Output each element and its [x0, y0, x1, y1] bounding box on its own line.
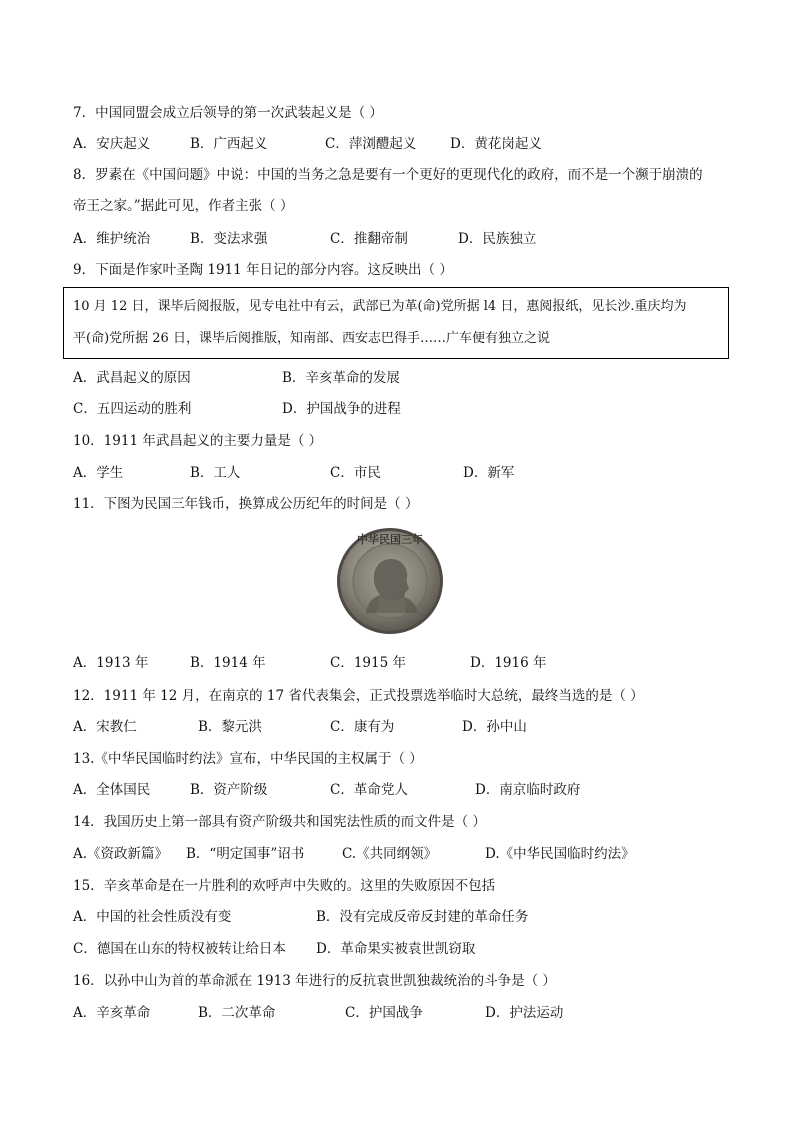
q9-option-a: A．武昌起义的原因	[73, 370, 191, 386]
q15-option-a: A．中国的社会性质没有变	[73, 909, 232, 925]
q14-stem: 14．我国历史上第一部具有资产阶级共和国宪法性质的而文件是（ ）	[73, 814, 486, 830]
q10-option-b: B．工人	[190, 465, 241, 481]
q7-option-b: B．广西起义	[190, 136, 268, 152]
q11-stem: 11．下图为民国三年钱币，换算成公历纪年的时间是（ ）	[73, 496, 419, 512]
q14-option-a: A.《资政新篇》	[73, 846, 169, 862]
q15-stem: 15．辛亥革命是在一片胜利的欢呼声中失败的。这里的失败原因不包括	[73, 878, 496, 894]
q7-option-c: C．萍浏醴起义	[325, 136, 417, 152]
q15-option-c: C．德国在山东的特权被转让给日本	[73, 941, 286, 957]
q14-option-c: C.《共同纲领》	[342, 846, 438, 862]
q8-stem-line1: 8．罗素在《中国问题》中说：中国的当务之急是要有一个更好的更现代化的政府，而不是一个濒于崩溃的	[73, 167, 703, 183]
q8-option-a: A．维护统治	[73, 231, 151, 247]
q9-option-b: B．辛亥革命的发展	[282, 370, 400, 386]
coin-inscription: 中华民国三年	[357, 533, 423, 546]
q13-option-b: B．资产阶级	[190, 782, 268, 798]
q12-option-d: D．孙中山	[462, 719, 527, 735]
q7-stem: 7．中国同盟会成立后领导的第一次武装起义是（ ）	[73, 105, 383, 121]
q16-option-d: D．护法运动	[485, 1005, 564, 1021]
q10-option-d: D．新军	[463, 465, 515, 481]
q9-diary-line2: 平(命)党所据 26 日，课毕后阅推版，知南部、西安志巴得手……广车便有独立之说	[73, 331, 550, 346]
q12-stem: 12．1911 年 12 月，在南京的 17 省代表集会，正式投票选举临时大总统，最终当选的是（ ）	[73, 688, 644, 704]
q13-option-a: A．全体国民	[73, 782, 151, 798]
q16-stem: 16．以孙中山为首的革命派在 1913 年进行的反抗袁世凯独裁统治的斗争是（ ）	[73, 973, 556, 989]
q9-stem: 9．下面是作家叶圣陶 1911 年日记的部分内容。这反映出（ ）	[73, 262, 453, 278]
q15-option-d: D．革命果实被袁世凯窃取	[316, 941, 476, 957]
q11-option-d: D．1916 年	[470, 655, 547, 671]
q8-option-b: B．变法求强	[190, 231, 268, 247]
q12-option-c: C．康有为	[330, 719, 395, 735]
q9-option-c: C．五四运动的胜利	[73, 401, 192, 417]
q13-stem: 13.《中华民国临时约法》宣布，中华民国的主权属于（ ）	[73, 751, 423, 767]
q8-stem-line2: 帝王之家。”据此可见，作者主张（ ）	[73, 198, 294, 214]
q7-option-d: D．黄花岗起义	[450, 136, 542, 152]
q14-option-b: B．“明定国事”诏书	[186, 846, 305, 862]
q8-option-d: D．民族独立	[458, 231, 537, 247]
q16-option-a: A．辛亥革命	[73, 1005, 151, 1021]
q11-option-b: B．1914 年	[190, 655, 266, 671]
q10-option-c: C．市民	[330, 465, 381, 481]
q9-diary-excerpt-box	[63, 287, 729, 359]
q10-option-a: A．学生	[73, 465, 124, 481]
q10-stem: 10．1911 年武昌起义的主要力量是（ ）	[73, 433, 323, 449]
q16-option-c: C．护国战争	[345, 1005, 423, 1021]
q13-option-c: C．革命党人	[330, 782, 408, 798]
q11-option-a: A．1913 年	[73, 655, 149, 671]
coin-image	[336, 527, 444, 635]
q11-option-c: C．1915 年	[330, 655, 406, 671]
q12-option-b: B．黎元洪	[198, 719, 262, 735]
q8-option-c: C．推翻帝制	[330, 231, 408, 247]
q9-option-d: D．护国战争的进程	[282, 401, 401, 417]
q12-option-a: A．宋教仁	[73, 719, 137, 735]
q9-diary-line1: 10 月 12 日，课毕后阅报版，见专电社中有云，武部已为革(命)党所据 l4 日，惠阅报纸，见长沙.重庆均为	[73, 299, 687, 314]
q7-option-a: A．安庆起义	[73, 136, 151, 152]
q14-option-d: D.《中华民国临时约法》	[485, 846, 635, 862]
q13-option-d: D．南京临时政府	[475, 782, 581, 798]
q16-option-b: B．二次革命	[198, 1005, 276, 1021]
q15-option-b: B．没有完成反帝反封建的革命任务	[316, 909, 529, 925]
